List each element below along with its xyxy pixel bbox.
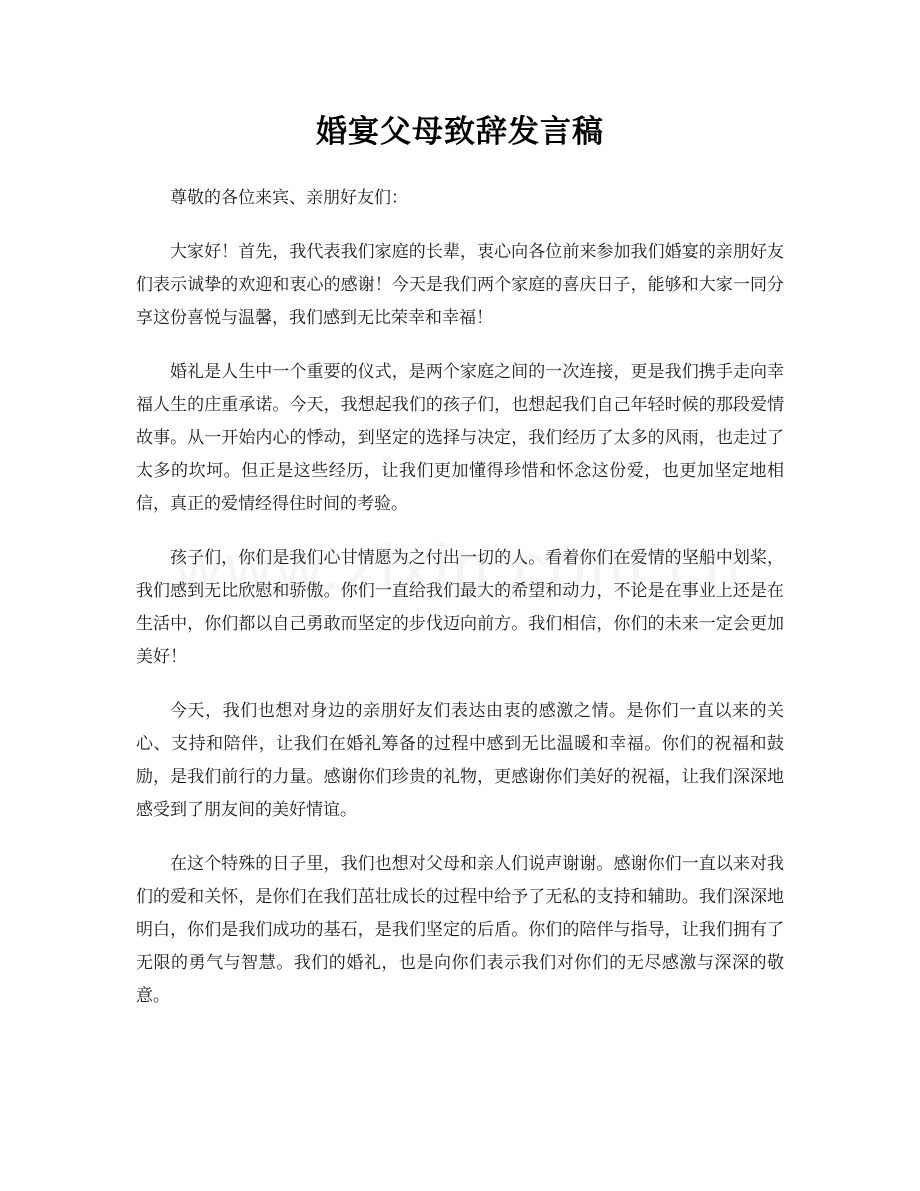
paragraph-to-friends: 今天，我们也想对身边的亲朋好友们表达由衷的感激之情。是你们一直以来的关心、支持和陪伴，让我们在婚礼筹备的过程中感到无比温暖和幸福。你们的祝福和鼓励，是我们前行的力量。感谢你们珍贵的礼物，更感谢你们美好的祝福，让我们深深地感受到了朋友间的美好情谊。 — [136, 701, 784, 820]
document-body — [136, 182, 784, 1034]
paragraph-greeting: 大家好！首先，我代表我们家庭的长辈，衷心向各位前来参加我们婚宴的亲朋好友们表示诚挚的欢迎和衷心的感谢！今天是我们两个家庭的喜庆日子，能够和大家一同分享这份喜悦与温馨，我们感到无比荣幸和幸福！ — [136, 242, 784, 328]
paragraph-to-children: 孩子们，你们是我们心甘情愿为之付出一切的人。看着你们在爱情的坚船中划桨，我们感到无比欣慰和骄傲。你们一直给我们最大的希望和动力，不论是在事业上还是在生活中，你们都以自己勇敢而坚定的步伐迈向前方。我们相信，你们的未来一定会更加美好！ — [136, 548, 784, 667]
paragraph-salutation: 尊敬的各位来宾、亲朋好友们： — [170, 188, 408, 208]
document-title: 婚宴父母致辞发言稿 — [316, 114, 604, 150]
paragraph-to-parents: 在这个特殊的日子里，我们也想对父母和亲人们说声谢谢。感谢你们一直以来对我们的爱和关怀，是你们在我们茁壮成长的过程中给予了无私的支持和辅助。我们深深地明白，你们是我们成功的基石，是我们坚定的后盾。你们的陪伴与指导，让我们拥有了无限的勇气与智慧。我们的婚礼，也是向你们表示我们对你们的无尽感激与深深的敬意。 — [136, 854, 784, 1006]
paragraph-wedding-meaning: 婚礼是人生中一个重要的仪式，是两个家庭之间的一次连接，更是我们携手走向幸福人生的庄重承诺。今天，我想起我们的孩子们，也想起我们自己年轻时候的那段爱情故事。从一开始内心的悸动，到坚定的选择与决定，我们经历了太多的风雨，也走过了太多的坎坷。但正是这些经历，让我们更加懂得珍惜和怀念这份爱，也更加坚定地相信，真正的爱情经得住时间的考验。 — [136, 362, 784, 514]
